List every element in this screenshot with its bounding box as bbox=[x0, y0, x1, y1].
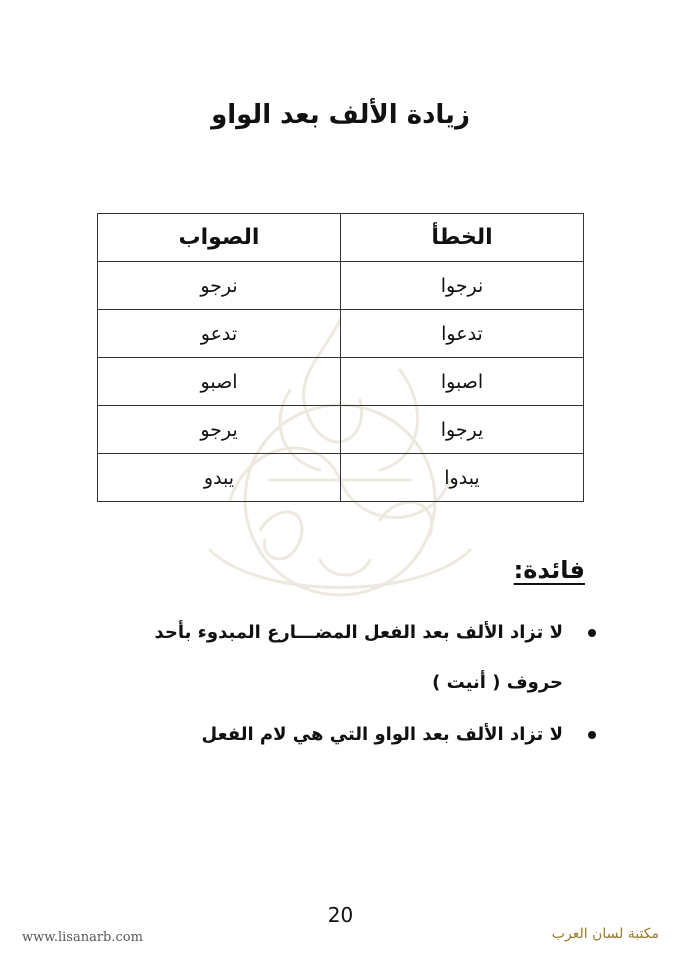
table-row bbox=[98, 310, 584, 358]
correct-cell: اصبو bbox=[98, 358, 341, 406]
table-row bbox=[98, 262, 584, 310]
bullet-icon bbox=[588, 629, 596, 637]
wrong-cell: يرجوا bbox=[341, 406, 584, 454]
header-correct: الصواب bbox=[98, 214, 341, 262]
correct-cell: يبدو bbox=[98, 454, 341, 502]
list-item bbox=[143, 608, 563, 708]
correct-cell: تدعو bbox=[98, 310, 341, 358]
note-text: لا تزاد الألف بعد الواو التي هي لام الفعل bbox=[201, 724, 563, 745]
footer-url: www.lisanarb.com bbox=[22, 930, 143, 945]
wrong-cell: تدعوا bbox=[341, 310, 584, 358]
note-text: لا تزاد الألف بعد الفعل المضـــارع المبدوء بأحد حروف ( أنيت ) bbox=[154, 622, 563, 693]
correct-cell: يرجو bbox=[98, 406, 341, 454]
wrong-cell: يبدوا bbox=[341, 454, 584, 502]
header-wrong: الخطأ bbox=[341, 214, 584, 262]
bullet-icon bbox=[588, 731, 596, 739]
list-item bbox=[143, 710, 563, 760]
wrong-cell: نرجوا bbox=[341, 262, 584, 310]
table-row bbox=[98, 454, 584, 502]
footer-brand: مكتبة لسان العرب bbox=[551, 926, 659, 942]
wrong-cell: اصبوا bbox=[341, 358, 584, 406]
correct-cell: نرجو bbox=[98, 262, 341, 310]
page-number: 20 bbox=[327, 903, 354, 927]
table-header-row bbox=[98, 214, 584, 262]
page-title: زيادة الألف بعد الواو bbox=[211, 100, 470, 130]
table-row bbox=[98, 406, 584, 454]
notes-list bbox=[143, 608, 563, 762]
table-row bbox=[98, 358, 584, 406]
note-heading: فائدة: bbox=[513, 556, 585, 584]
spelling-rules-table bbox=[97, 213, 584, 502]
